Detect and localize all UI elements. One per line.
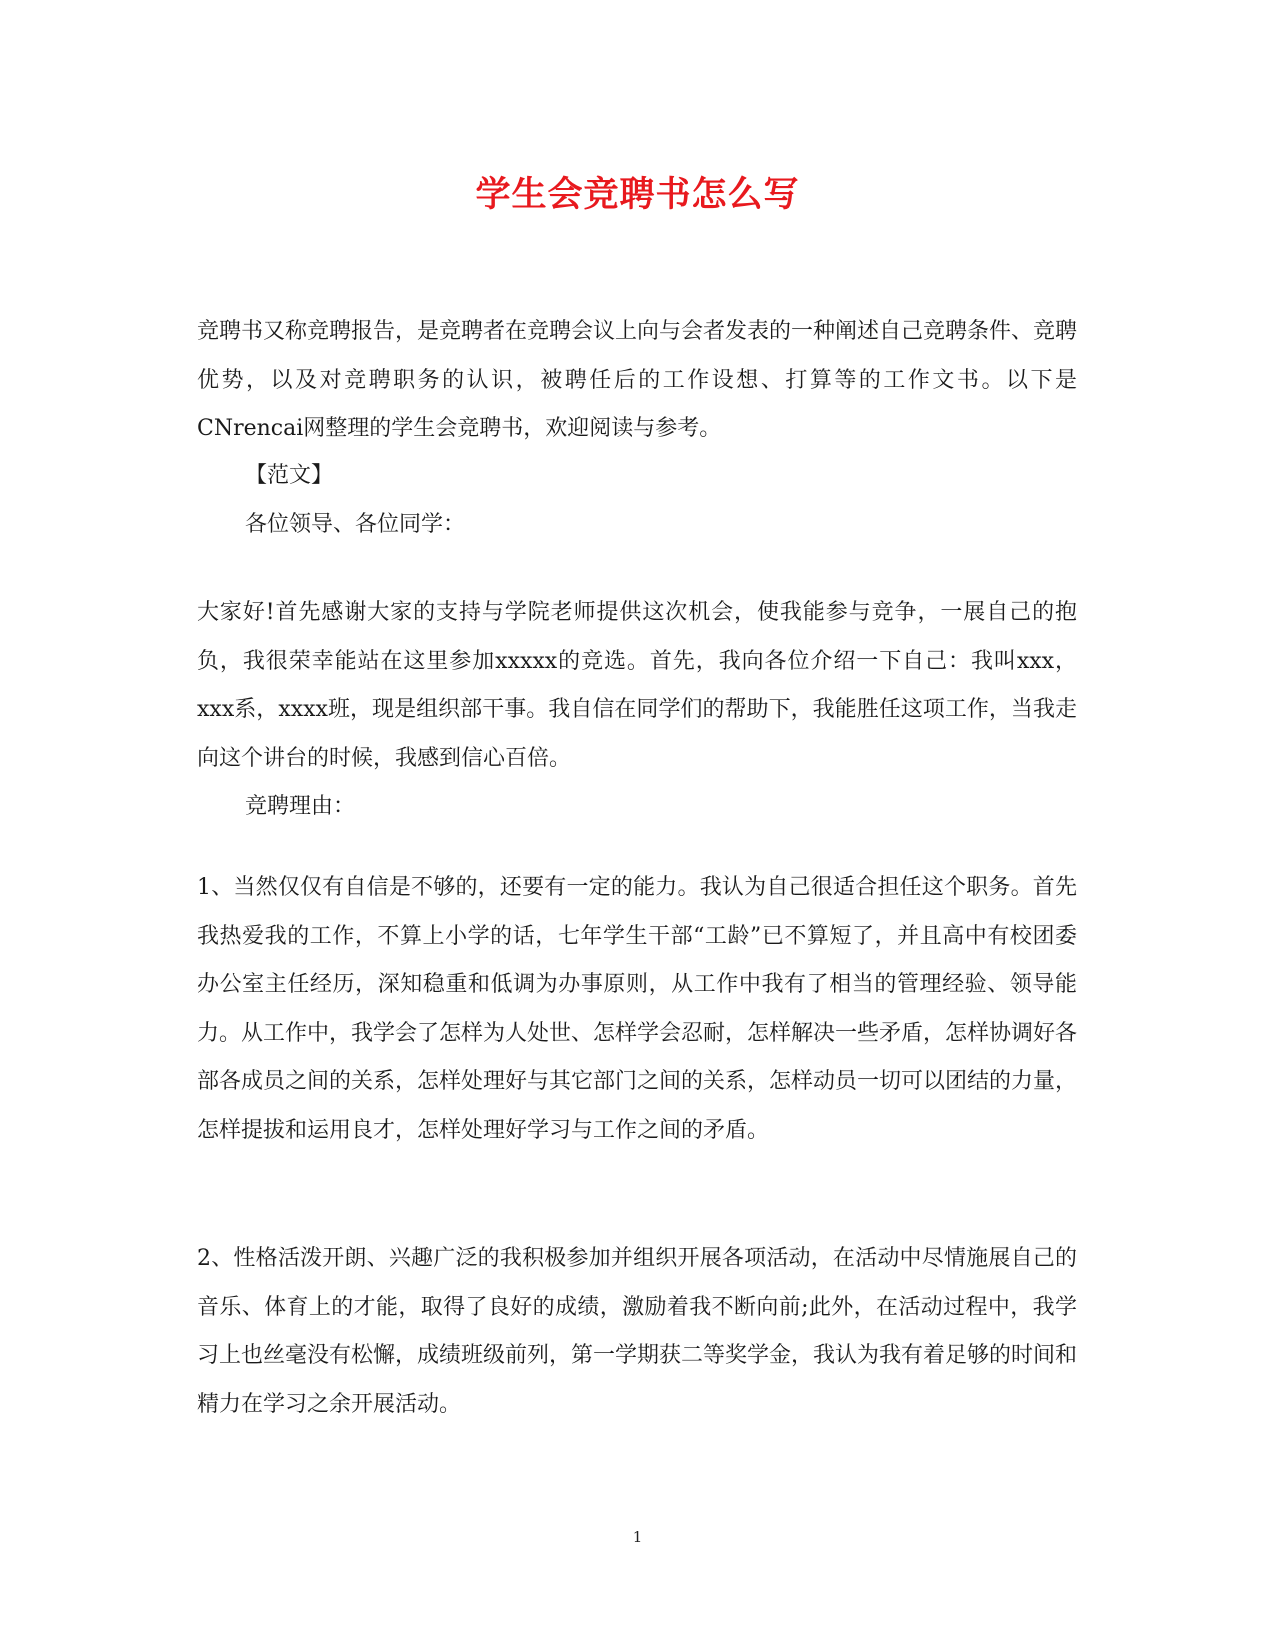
reason-one-section bbox=[197, 864, 1077, 1155]
reason-two-section bbox=[197, 1235, 1077, 1429]
sample-heading-section bbox=[197, 452, 1077, 549]
self-introduction-paragraph: 大家好!首先感谢大家的支持与学院老师提供这次机会，使我能参与竞争，一展自己的抱负，我很荣幸能站在这里参加xxxxx的竞选。首先，我向各位介绍一下自己：我叫xxx，xxx系，xxxx班，现是组织部干事。我自信在同学们的帮助下，我能胜任这项工作，当我走向这个讲台的时候，我感到信心百倍。 bbox=[197, 600, 1077, 771]
self-introduction-section bbox=[197, 589, 1077, 832]
intro-section bbox=[197, 308, 1077, 454]
greeting-line: 各位领导、各位同学： bbox=[245, 511, 466, 537]
intro-paragraph: 竞聘书又称竞聘报告，是竞聘者在竞聘会议上向与会者发表的一种阐述自己竞聘条件、竞聘优势，以及对竞聘职务的认识，被聘任后的工作设想、打算等的工作文书。以下是CNrencai网整理的学生会竞聘书，欢迎阅读与参考。 bbox=[197, 319, 1078, 441]
reasons-heading: 竞聘理由： bbox=[245, 794, 356, 819]
reason-one-paragraph: 1、当然仅仅有自信是不够的，还要有一定的能力。我认为自己很适合担任这个职务。首先我热爱我的工作，不算上小学的话，七年学生干部“工龄”已不算短了，并且高中有校团委办公室主任经历，深知稳重和低调为办事原则，从工作中我有了相当的管理经验、领导能力。从工作中，我学会了怎样为人处世、怎样学会忍耐，怎样解决一些矛盾，怎样协调好各部各成员之间的关系，怎样处理好与其它部门之间的关系，怎样动员一切可以团结的力量，怎样提拔和运用良才，怎样处理好学习与工作之间的矛盾。 bbox=[197, 875, 1078, 1143]
sample-heading: 【范文】 bbox=[245, 463, 334, 488]
document-title: 学生会竞聘书怎么写 bbox=[475, 174, 800, 215]
page-number: 1 bbox=[632, 1528, 643, 1546]
reason-two-paragraph: 2、性格活泼开朗、兴趣广泛的我积极参加并组织开展各项活动，在活动中尽情施展自己的音乐、体育上的才能，取得了良好的成绩，激励着我不断向前;此外，在活动过程中，我学习上也丝毫没有松懈，成绩班级前列，第一学期获二等奖学金，我认为我有着足够的时间和精力在学习之余开展活动。 bbox=[197, 1246, 1078, 1417]
